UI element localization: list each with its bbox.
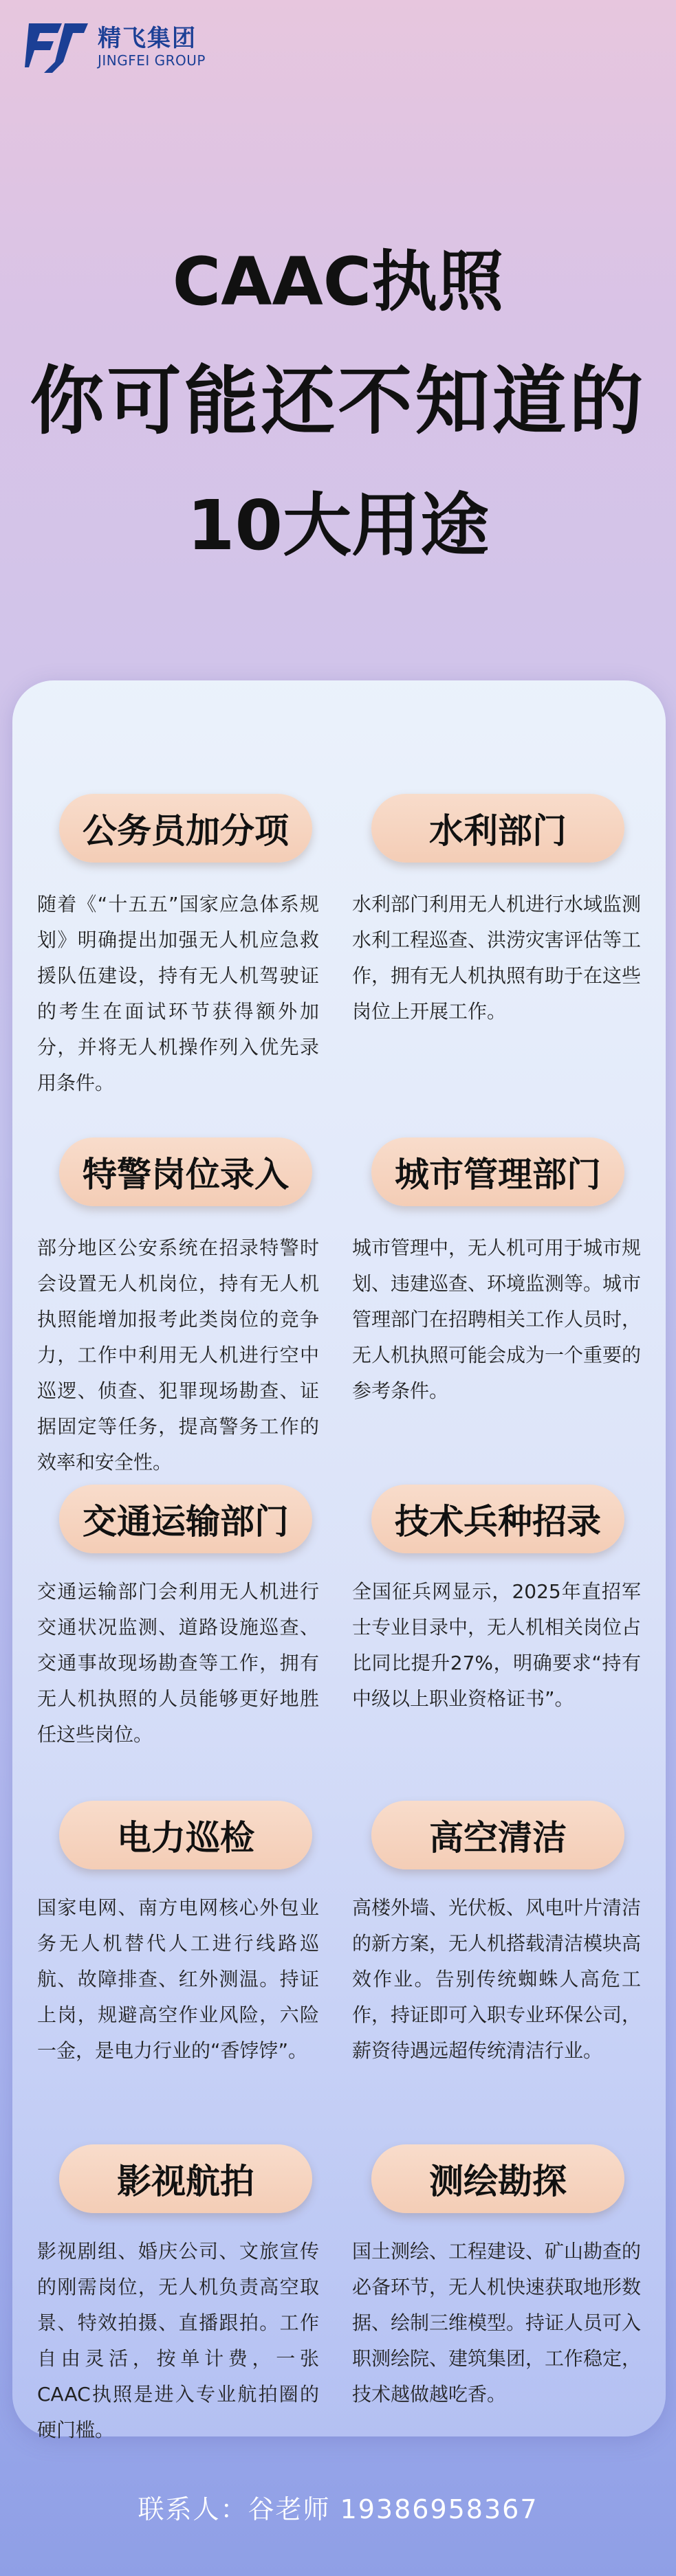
section-text-swat: 部分地区公安系统在招录特警时会设置无人机岗位，持有无人机执照能增加报考此类岗位的竞争力，工作中利用无人机进行空中巡逻、侦查、犯罪现场勘查、证据固定等任务，提高警务工作的效率和安全性。	[37, 1236, 319, 1474]
section-text-high-altitude-cleaning: 高楼外墙、光伏板、风电叶片清洁的新方案，无人机搭载清洁模块高效作业。告别传统蜘蛛人高危工作，持证即可入职专业环保公司，薪资待遇远超传统清洁行业。	[352, 1896, 642, 2062]
headline-line-3: 10大用途	[186, 485, 490, 566]
section-text-civil-servant: 随着《“十五五”国家应急体系规划》明确提出加强无人机应急救援队伍建设，持有无人机驾驶证的考生在面试环节获得额外加分，并将无人机操作列入优先录用条件。	[37, 893, 319, 1094]
headline-line-1: CAAC执照	[172, 243, 504, 320]
section-title-power-inspection: 电力巡检	[59, 1801, 312, 1869]
section-text-water: 水利部门利用无人机进行水域监测水利工程巡查、洪涝灾害评估等工作，拥有无人机执照有助于在这些岗位上开展工作。	[352, 893, 642, 1023]
section-title-film-aerial: 影视航拍	[59, 2144, 312, 2213]
brand-name-cn: 精飞集团	[98, 25, 197, 52]
contact-footer: 联系人：谷老师 19386958367	[138, 2494, 538, 2524]
section-title-transport: 交通运输部门	[59, 1485, 312, 1553]
section-title-water: 水利部门	[371, 794, 624, 863]
section-text-film-aerial: 影视剧组、婚庆公司、文旅宣传的刚需岗位，无人机负责高空取景、特效拍摄、直播跟拍。工作自由灵活，按单计费，一张CAAC执照是进入专业航拍圈的硬门槛。	[37, 2240, 319, 2441]
brand-logo	[25, 19, 206, 74]
section-text-surveying: 国土测绘、工程建设、矿山勘查的必备环节，无人机快速获取地形数据、绘制三维模型。持证人员可入职测绘院、建筑集团，工作稳定，技术越做越吃香。	[352, 2240, 642, 2406]
section-title-swat: 特警岗位录入	[59, 1137, 312, 1206]
section-text-city-management: 城市管理中，无人机可用于城市规划、违建巡查、环境监测等。城市管理部门在招聘相关工作人员时，无人机执照可能会成为一个重要的参考条件。	[352, 1236, 642, 1402]
section-title-military: 技术兵种招录	[371, 1485, 624, 1553]
jf-logo-icon	[25, 19, 88, 74]
section-title-high-altitude-cleaning: 高空清洁	[371, 1801, 624, 1869]
section-text-power-inspection: 国家电网、南方电网核心外包业务无人机替代人工进行线路巡航、故障排查、红外测温。持证上岗，规避高空作业风险，六险一金，是电力行业的“香饽饽”。	[37, 1896, 319, 2062]
section-title-city-management: 城市管理部门	[371, 1137, 624, 1206]
section-text-military: 全国征兵网显示，2025年直招军士专业目录中，无人机相关岗位占比同比提升27%，明确要求“持有中级以上职业资格证书”。	[352, 1580, 642, 1710]
section-title-surveying: 测绘勘探	[371, 2144, 624, 2213]
headline-line-2: 你可能还不知道的	[30, 359, 646, 445]
brand-name-en: JINGFEI GROUP	[98, 52, 206, 69]
section-title-civil-servant: 公务员加分项	[59, 794, 312, 863]
section-text-transport: 交通运输部门会利用无人机进行交通状况监测、道路设施巡查、交通事故现场勘查等工作，拥有无人机执照的人员能够更好地胜任这些岗位。	[37, 1580, 319, 1746]
